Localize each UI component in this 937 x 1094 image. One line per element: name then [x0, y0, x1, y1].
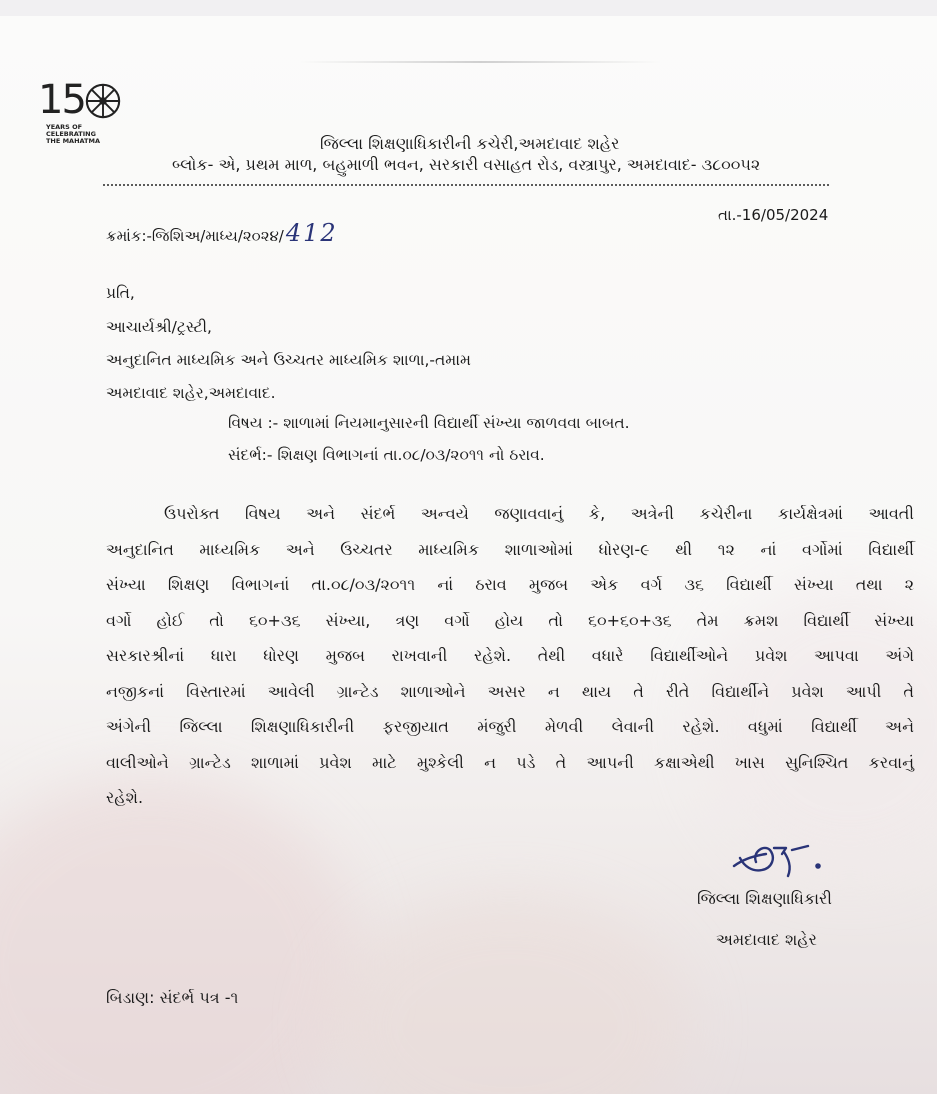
- logo-number: 15: [38, 77, 85, 123]
- body-line: રહેશે.: [106, 788, 144, 807]
- body-line: નજીકનાં વિસ્તારમાં આવેલી ગ્રાન્ટેડ શાળાઓને અસર ન થાય તે રીતે વિદ્યાર્થીને પ્રવેશ આપી તે: [106, 681, 914, 701]
- dotted-divider: [102, 184, 830, 186]
- body-line: સંખ્યા શિક્ષણ વિભાગનાં તા.૦૮/૦૩/૨૦૧૧ નાં ઠરાવ મુજબ એક વર્ગ ૩૬ વિદ્યાર્થી સંખ્યા તથા ૨: [106, 575, 914, 594]
- body-line: સરકારશ્રીનાં ધારા ધોરણ મુજબ રાખવાની રહેશે. તેથી વધારે વિદ્યાર્થીઓને પ્રવેશ આપવા અંગે: [106, 646, 914, 665]
- gandhi-150-logo: [38, 77, 128, 160]
- body-line: અનુદાનિત માધ્યમિક અને ઉચ્ચતર માધ્યમિક શાળાઓમાં ધોરણ-૯ થી ૧૨ નાં વર્ગોમાં વિદ્યાર્થી: [106, 539, 914, 559]
- charkha-wheel-icon: [84, 82, 122, 120]
- body-line: અંગેની જિલ્લા શિક્ષણાધિકારીની ફરજીયાત મંજુરી મેળવી લેવાની રહેશે. વધુમાં વિદ્યાર્થી અને: [106, 717, 914, 736]
- subject-line: વિષય :- શાળામાં નિયમાનુસારની વિદ્યાર્થી સંખ્યા જાળવવા બાબત.: [228, 414, 630, 432]
- context-line: સંદર્ભ:- શિક્ષણ વિભાગનાં તા.૦૮/૦૩/૨૦૧૧ નો ઠરાવ.: [228, 446, 545, 464]
- addressee-line-3: અમદાવાદ શહેર,અમદાવાદ.: [106, 384, 276, 402]
- body-line: વાલીઓને ગ્રાન્ટેડ શાળામાં પ્રવેશ માટે મુશ્કેલી ન પડે તે આપની કક્ષાએથી ખાસ સુનિશ્ચિત કરવાનું: [106, 752, 914, 772]
- handwritten-signature: [722, 836, 832, 886]
- reference-number: [106, 219, 338, 247]
- office-title: જિલ્લા શિક્ષણાધિકારીની કચેરી,અમદાવાદ શહેર: [320, 134, 620, 153]
- body-line: વર્ગો હોઈ તો ૬૦+૩૬ સંખ્યા, ત્રણ વર્ગો હોય તો ૬૦+૬૦+૩૬ તેમ ક્રમશ વિદ્યાર્થી સંખ્યા: [106, 610, 914, 630]
- letter-date: તા.-16/05/2024: [718, 206, 829, 224]
- addressee-line-1: આચાર્યશ્રી/ટ્રસ્ટી,: [106, 318, 212, 336]
- scan-artifact-line: [300, 61, 660, 63]
- reference-label: ક્રમાંક:-જિશિઅ/માધ્ય/૨૦૨૪/: [106, 227, 284, 245]
- letter-body: [106, 496, 914, 816]
- body-line: ઉપરોક્ત વિષય અને સંદર્ભ અન્વયે જણાવવાનું કે, અત્રેની કચેરીના કાર્યક્ષેત્રમાં આવતી: [164, 504, 914, 523]
- office-address: બ્લોક- એ, પ્રથમ માળ, બહુમાળી ભવન, સરકારી વસાહત રોડ, વસ્ત્રાપુર, અમદાવાદ- ૩૮૦૦૫૨: [172, 155, 761, 174]
- signatory-city: અમદાવાદ શહેર: [716, 930, 817, 949]
- enclosure-note: બિડાણ: સંદર્ભ પત્ર -૧: [106, 988, 239, 1007]
- signatory-title: જિલ્લા શિક્ષણાધિકારી: [697, 889, 832, 908]
- salutation: પ્રતિ,: [106, 284, 135, 302]
- addressee-line-2: અનુદાનિત માધ્યમિક અને ઉચ્ચતર માધ્યમિક શાળા,-તમામ: [106, 351, 471, 369]
- logo-tagline: YEARS OF CELEBRATING THE MAHATMA: [46, 123, 100, 145]
- letter-page: [0, 16, 937, 1094]
- handwritten-reference-number: 412: [285, 219, 338, 247]
